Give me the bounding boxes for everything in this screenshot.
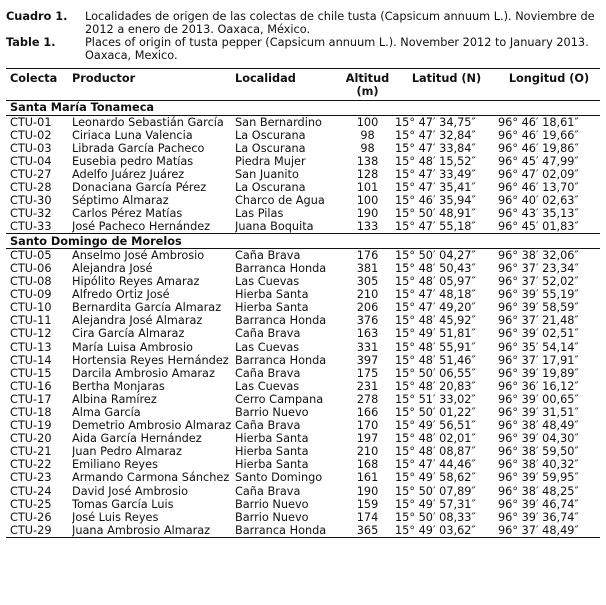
cell-productor: Darcila Ambrosio Amaraz bbox=[72, 366, 215, 380]
group-row bbox=[6, 101, 600, 116]
table-row bbox=[6, 168, 600, 181]
cell-altitud: 278 bbox=[356, 392, 379, 406]
cell-longitud: 96° 38′ 48,25″ bbox=[498, 484, 579, 498]
cell-longitud: 96° 38′ 40,32″ bbox=[498, 458, 579, 472]
cell-altitud: 100 bbox=[356, 194, 379, 208]
cell-localidad: Barranca Honda bbox=[235, 261, 327, 275]
cell-altitud: 331 bbox=[356, 340, 379, 354]
cell-latitud: 15° 48′ 15,52″ bbox=[395, 154, 476, 168]
cell-productor: Demetrio Ambrosio Almaraz bbox=[72, 419, 232, 433]
cell-colecta: CTU-11 bbox=[10, 314, 52, 328]
cell-productor: Alfredo Ortiz José bbox=[72, 288, 170, 302]
table-header-row bbox=[6, 69, 600, 101]
header-productor: Productor bbox=[72, 69, 235, 101]
caption-label: Table 1. bbox=[6, 36, 56, 49]
cell-localidad: Barrio Nuevo bbox=[235, 497, 309, 511]
table-row bbox=[6, 485, 600, 498]
cell-latitud: 15° 50′ 48,91″ bbox=[395, 207, 476, 221]
cell-latitud: 15° 47′ 48,18″ bbox=[395, 288, 476, 302]
cell-latitud: 15° 47′ 49,20″ bbox=[395, 301, 476, 315]
cell-localidad: Caña Brava bbox=[235, 419, 301, 433]
cell-latitud: 15° 50′ 08,33″ bbox=[395, 510, 476, 524]
cell-longitud: 96° 46′ 13,70″ bbox=[498, 181, 579, 195]
cell-longitud: 96° 38′ 48,49″ bbox=[498, 419, 579, 433]
cell-productor: Hipólito Reyes Amaraz bbox=[72, 275, 200, 289]
cell-latitud: 15° 46′ 35,94″ bbox=[395, 194, 476, 208]
table-row bbox=[6, 445, 600, 458]
cell-altitud: 397 bbox=[356, 353, 379, 367]
cell-localidad: La Oscurana bbox=[235, 141, 306, 155]
table-row bbox=[6, 341, 600, 354]
cell-longitud: 96° 39′ 58,59″ bbox=[498, 301, 579, 315]
cell-localidad: Caña Brava bbox=[235, 366, 301, 380]
cell-latitud: 15° 47′ 44,46″ bbox=[395, 458, 476, 472]
cell-longitud: 96° 37′ 52,02″ bbox=[498, 275, 579, 289]
cell-longitud: 96° 39′ 59,95″ bbox=[498, 471, 579, 485]
cell-colecta: CTU-28 bbox=[10, 181, 52, 195]
cell-colecta: CTU-27 bbox=[10, 167, 52, 181]
cell-altitud: 190 bbox=[356, 484, 379, 498]
cell-colecta: CTU-32 bbox=[10, 207, 52, 221]
cell-longitud: 96° 39′ 31,51″ bbox=[498, 406, 579, 420]
group-row bbox=[6, 234, 600, 249]
table-row bbox=[6, 115, 600, 129]
cell-altitud: 365 bbox=[340, 524, 395, 538]
table-row bbox=[6, 498, 600, 511]
cell-localidad: Hierba Santa bbox=[235, 301, 309, 315]
table-row bbox=[6, 301, 600, 314]
table-body bbox=[6, 101, 600, 538]
cell-latitud: 15° 50′ 07,89″ bbox=[395, 484, 476, 498]
caption-text: Places of origin of tusta pepper (Capsicum annuum L.). November 2012 to January 2013. Oaxaca, Mexico. bbox=[85, 36, 589, 62]
cell-latitud: 15° 48′ 08,87″ bbox=[395, 445, 476, 459]
table-row bbox=[6, 432, 600, 445]
cell-colecta: CTU-21 bbox=[10, 445, 52, 459]
cell-longitud: 96° 39′ 46,74″ bbox=[498, 497, 579, 511]
cell-longitud: 96° 39′ 00,65″ bbox=[498, 392, 579, 406]
group-name: Santa María Tonameca bbox=[6, 101, 600, 116]
cell-productor: Albina Ramírez bbox=[72, 392, 157, 406]
cell-altitud: 128 bbox=[356, 167, 379, 181]
cell-productor: Librada García Pacheco bbox=[72, 141, 205, 155]
cell-colecta: CTU-14 bbox=[10, 353, 52, 367]
cell-productor: Hortensia Reyes Hernández bbox=[72, 353, 229, 367]
cell-longitud: 96° 37′ 17,91″ bbox=[498, 353, 579, 367]
cell-latitud: 15° 48′ 20,83″ bbox=[395, 379, 476, 393]
cell-colecta: CTU-19 bbox=[10, 419, 52, 433]
cell-localidad: Hierba Santa bbox=[235, 432, 309, 446]
cell-altitud: 133 bbox=[356, 220, 379, 234]
table-row bbox=[6, 511, 600, 524]
cell-longitud: 96° 46′ 18,61″ bbox=[498, 115, 579, 129]
cell-colecta: CTU-08 bbox=[10, 275, 52, 289]
cell-colecta: CTU-10 bbox=[10, 301, 52, 315]
cell-longitud: 96° 43′ 35,13″ bbox=[498, 207, 579, 221]
cell-altitud: 175 bbox=[356, 366, 379, 380]
cell-altitud: 190 bbox=[356, 207, 379, 221]
cell-colecta: CTU-33 bbox=[10, 220, 52, 234]
cell-altitud: 161 bbox=[356, 471, 379, 485]
cell-longitud: 96° 45′ 01,83″ bbox=[498, 220, 579, 234]
cell-colecta: CTU-16 bbox=[10, 379, 52, 393]
cell-localidad: Santo Domingo bbox=[235, 471, 323, 485]
cell-localidad: Barranca Honda bbox=[235, 314, 327, 328]
cell-latitud: 15° 48′ 05,97″ bbox=[395, 275, 476, 289]
table-row bbox=[6, 354, 600, 367]
cell-localidad: Barranca Honda bbox=[235, 524, 340, 538]
cell-altitud: 174 bbox=[356, 510, 379, 524]
cell-colecta: CTU-02 bbox=[10, 128, 52, 142]
cell-altitud: 176 bbox=[356, 248, 379, 262]
cell-productor: Séptimo Almaraz bbox=[72, 194, 169, 208]
cell-longitud: 96° 46′ 19,86″ bbox=[498, 141, 579, 155]
table-row bbox=[6, 327, 600, 340]
cell-localidad: Barranca Honda bbox=[235, 353, 327, 367]
cell-altitud: 206 bbox=[356, 301, 379, 315]
cell-productor: Leonardo Sebastián García bbox=[72, 115, 224, 129]
cell-latitud: 15° 47′ 55,18″ bbox=[395, 220, 476, 234]
cell-productor: Eusebia pedro Matías bbox=[72, 154, 194, 168]
cell-localidad: Charco de Agua bbox=[235, 194, 325, 208]
cell-altitud: 376 bbox=[356, 314, 379, 328]
cell-localidad: Caña Brava bbox=[235, 484, 301, 498]
cell-colecta: CTU-20 bbox=[10, 432, 52, 446]
cell-productor: Juana Ambrosio Almaraz bbox=[72, 524, 235, 538]
cell-localidad: Barrio Nuevo bbox=[235, 406, 309, 420]
cell-latitud: 15° 49′ 57,31″ bbox=[395, 497, 476, 511]
cell-localidad: Hierba Santa bbox=[235, 458, 309, 472]
cell-altitud: 163 bbox=[356, 327, 379, 341]
cell-productor: María Luisa Ambrosio bbox=[72, 340, 193, 354]
caption-spanish bbox=[6, 10, 606, 36]
cell-longitud: 96° 37′ 21,48″ bbox=[498, 314, 579, 328]
cell-localidad: Hierba Santa bbox=[235, 445, 309, 459]
cell-longitud: 96° 38′ 32,06″ bbox=[498, 248, 579, 262]
cell-productor: Bertha Monjaras bbox=[72, 379, 165, 393]
cell-localidad: Las Cuevas bbox=[235, 379, 300, 393]
cell-altitud: 98 bbox=[360, 141, 375, 155]
cell-altitud: 210 bbox=[356, 288, 379, 302]
cell-colecta: CTU-24 bbox=[10, 484, 52, 498]
cell-productor: Alejandra José bbox=[72, 261, 153, 275]
cell-colecta: CTU-13 bbox=[10, 340, 52, 354]
cell-colecta: CTU-30 bbox=[10, 194, 52, 208]
cell-localidad: San Juanito bbox=[235, 167, 299, 181]
cell-latitud: 15° 48′ 45,92″ bbox=[395, 314, 476, 328]
cell-productor: Carlos Pérez Matías bbox=[72, 207, 183, 221]
cell-localidad: Las Cuevas bbox=[235, 275, 300, 289]
cell-latitud: 15° 50′ 04,27″ bbox=[395, 248, 476, 262]
cell-colecta: CTU-18 bbox=[10, 406, 52, 420]
table-row bbox=[6, 181, 600, 194]
cell-longitud: 96° 39′ 19,89″ bbox=[498, 366, 579, 380]
group-name: Santo Domingo de Morelos bbox=[6, 234, 600, 249]
cell-latitud: 15° 50′ 06,55″ bbox=[395, 366, 476, 380]
cell-longitud: 96° 47′ 02,09″ bbox=[498, 167, 579, 181]
cell-productor: Juan Pedro Almaraz bbox=[72, 445, 182, 459]
cell-altitud: 138 bbox=[356, 154, 379, 168]
table-row bbox=[6, 406, 600, 419]
cell-altitud: 100 bbox=[356, 115, 379, 129]
cell-localidad: Hierba Santa bbox=[235, 288, 309, 302]
caption-text: Localidades de origen de las colectas de chile tusta (Capsicum annuum L.). Noviembre de 2012 a enero de 2013. Oaxaca, México. bbox=[85, 10, 595, 36]
table-row bbox=[6, 262, 600, 275]
cell-localidad: La Oscurana bbox=[235, 181, 306, 195]
table-row bbox=[6, 248, 600, 262]
cell-colecta: CTU-15 bbox=[10, 366, 52, 380]
cell-latitud: 15° 47′ 35,41″ bbox=[395, 181, 476, 195]
cell-altitud: 170 bbox=[356, 419, 379, 433]
cell-longitud: 96° 46′ 19,66″ bbox=[498, 128, 579, 142]
table-row bbox=[6, 314, 600, 327]
cell-latitud: 15° 47′ 34,75″ bbox=[395, 115, 476, 129]
cell-altitud: 381 bbox=[356, 261, 379, 275]
cell-colecta: CTU-26 bbox=[10, 510, 52, 524]
cell-localidad: Caña Brava bbox=[235, 248, 301, 262]
localities-table bbox=[6, 68, 600, 538]
cell-localidad: Barrio Nuevo bbox=[235, 510, 309, 524]
cell-latitud: 15° 47′ 33,84″ bbox=[395, 141, 476, 155]
cell-longitud: 96° 45′ 47,99″ bbox=[498, 154, 579, 168]
header-localidad: Localidad bbox=[235, 69, 340, 101]
header-latitud: Latitud (N) bbox=[395, 69, 498, 101]
cell-longitud: 96° 36′ 16,12″ bbox=[498, 379, 579, 393]
cell-localidad: Cerro Campana bbox=[235, 392, 324, 406]
cell-productor: Donaciana García Pérez bbox=[72, 181, 207, 195]
cell-latitud: 15° 49′ 51,81″ bbox=[395, 327, 476, 341]
cell-colecta: CTU-09 bbox=[10, 288, 52, 302]
cell-productor: Bernardita García Almaraz bbox=[72, 301, 222, 315]
table-row bbox=[6, 129, 600, 142]
cell-colecta: CTU-22 bbox=[10, 458, 52, 472]
cell-altitud: 166 bbox=[356, 406, 379, 420]
cell-productor: Cira García Almaraz bbox=[72, 327, 185, 341]
cell-localidad: Juana Boquita bbox=[235, 220, 314, 234]
cell-colecta: CTU-12 bbox=[10, 327, 52, 341]
cell-latitud: 15° 50′ 01,22″ bbox=[395, 406, 476, 420]
cell-colecta: CTU-06 bbox=[10, 261, 52, 275]
cell-productor: Aida García Hernández bbox=[72, 432, 202, 446]
cell-localidad: Las Pilas bbox=[235, 207, 284, 221]
cell-longitud: 96° 40′ 02,63″ bbox=[498, 194, 579, 208]
cell-altitud: 197 bbox=[356, 432, 379, 446]
table-row bbox=[6, 471, 600, 484]
cell-latitud: 15° 51′ 33,02″ bbox=[395, 392, 476, 406]
cell-longitud: 96° 35′ 54,14″ bbox=[498, 340, 579, 354]
cell-productor: Alejandra José Almaraz bbox=[72, 314, 203, 328]
cell-latitud: 15° 49′ 56,51″ bbox=[395, 419, 476, 433]
cell-latitud: 15° 47′ 33,49″ bbox=[395, 167, 476, 181]
cell-longitud: 96° 39′ 55,19″ bbox=[498, 288, 579, 302]
cell-altitud: 305 bbox=[356, 275, 379, 289]
cell-colecta: CTU-29 bbox=[6, 524, 72, 538]
table-row bbox=[6, 207, 600, 220]
cell-altitud: 231 bbox=[356, 379, 379, 393]
table-row bbox=[6, 458, 600, 471]
cell-productor: Alma García bbox=[72, 406, 141, 420]
cell-productor: David José Ambrosio bbox=[72, 484, 189, 498]
table-row bbox=[6, 393, 600, 406]
cell-latitud: 15° 48′ 51,46″ bbox=[395, 353, 476, 367]
table-row bbox=[6, 275, 600, 288]
cell-localidad: Las Cuevas bbox=[235, 340, 300, 354]
cell-latitud: 15° 47′ 32,84″ bbox=[395, 128, 476, 142]
table-row bbox=[6, 142, 600, 155]
cell-altitud: 210 bbox=[356, 445, 379, 459]
cell-productor: Armando Carmona Sánchez bbox=[72, 471, 230, 485]
table-row bbox=[6, 194, 600, 207]
header-colecta: Colecta bbox=[6, 69, 72, 101]
cell-latitud: 15° 48′ 50,43″ bbox=[395, 261, 476, 275]
cell-colecta: CTU-25 bbox=[10, 497, 52, 511]
caption-label: Cuadro 1. bbox=[6, 10, 68, 23]
caption-english bbox=[6, 36, 606, 62]
cell-latitud: 15° 49′ 58,62″ bbox=[395, 471, 476, 485]
cell-latitud: 15° 48′ 02,01″ bbox=[395, 432, 476, 446]
cell-productor: José Luis Reyes bbox=[72, 510, 159, 524]
cell-productor: Ciriaca Luna Valencia bbox=[72, 128, 193, 142]
table-row bbox=[6, 367, 600, 380]
cell-colecta: CTU-04 bbox=[10, 154, 52, 168]
cell-productor: Anselmo José Ambrosio bbox=[72, 248, 205, 262]
cell-latitud: 15° 49′ 03,62″ bbox=[395, 524, 498, 538]
table-row bbox=[6, 155, 600, 168]
cell-altitud: 168 bbox=[356, 458, 379, 472]
cell-productor: José Pacheco Hernández bbox=[72, 220, 211, 234]
cell-colecta: CTU-17 bbox=[10, 392, 52, 406]
cell-altitud: 159 bbox=[356, 497, 379, 511]
cell-localidad: La Oscurana bbox=[235, 128, 306, 142]
table-row bbox=[6, 380, 600, 393]
cell-altitud: 101 bbox=[356, 181, 379, 195]
cell-colecta: CTU-23 bbox=[10, 471, 52, 485]
cell-longitud: 96° 37′ 23,34″ bbox=[498, 261, 579, 275]
cell-longitud: 96° 37′ 48,49″ bbox=[498, 524, 600, 538]
cell-productor: Tomas García Luis bbox=[72, 497, 174, 511]
header-longitud: Longitud (O) bbox=[498, 69, 600, 101]
header-altitud: Altitud (m) bbox=[340, 69, 395, 101]
table-row bbox=[6, 524, 600, 538]
table-row bbox=[6, 419, 600, 432]
cell-localidad: Piedra Mujer bbox=[235, 154, 306, 168]
table-row bbox=[6, 220, 600, 234]
table-row bbox=[6, 288, 600, 301]
cell-longitud: 96° 39′ 02,51″ bbox=[498, 327, 579, 341]
cell-productor: Adelfo Juárez Juárez bbox=[72, 167, 185, 181]
cell-latitud: 15° 48′ 55,91″ bbox=[395, 340, 476, 354]
cell-longitud: 96° 39′ 36,74″ bbox=[498, 510, 579, 524]
cell-colecta: CTU-01 bbox=[10, 115, 52, 129]
cell-colecta: CTU-03 bbox=[10, 141, 52, 155]
cell-longitud: 96° 38′ 59,50″ bbox=[498, 445, 579, 459]
cell-longitud: 96° 39′ 04,30″ bbox=[498, 432, 579, 446]
cell-altitud: 98 bbox=[360, 128, 375, 142]
cell-productor: Emiliano Reyes bbox=[72, 458, 158, 472]
cell-colecta: CTU-05 bbox=[10, 248, 52, 262]
cell-localidad: San Bernardino bbox=[235, 115, 322, 129]
cell-localidad: Caña Brava bbox=[235, 327, 301, 341]
